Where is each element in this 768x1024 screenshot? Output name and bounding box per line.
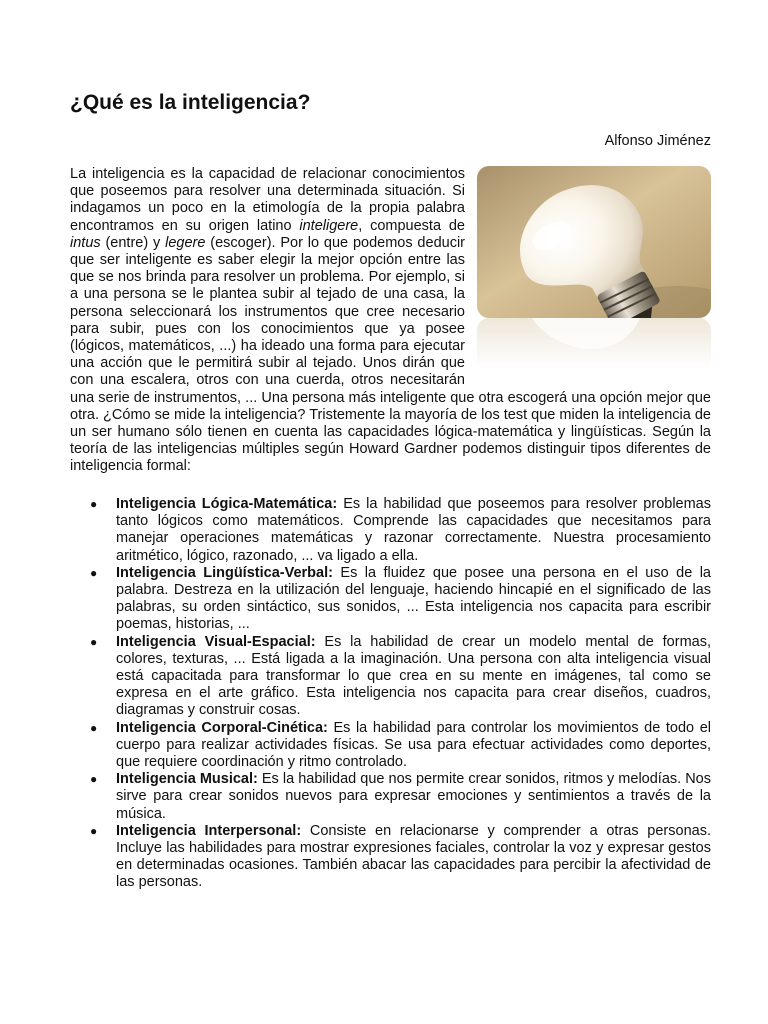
intelligence-description: Consiste en relacionarse y comprender a otras personas. Incluye las habilidades para mostrar expresiones faciales, controlar la voz y expresar gestos en determinadas ocasiones. También abacar las capacidades para percibir la afectividad de las personas. [116,822,711,891]
list-item [88,634,711,720]
list-item [88,720,711,772]
intro-text-2: , compuesta de [358,217,465,234]
intro-term-legere: legere [165,234,206,251]
intelligence-description: Es la habilidad de crear un modelo mental de formas, colores, texturas, ... Está ligada a la imaginación. Una persona con alta inteligencia visual está capacitada para transformar lo que crea en su mente en imágenes, tal como se expresa en el arte gráfico. Esta inteligencia nos capacita para crear diseños, cuadros, diagramas y construir cosas. [116,633,711,719]
intelligence-name: Inteligencia Corporal-Cinética: [116,719,328,736]
author-name: Alfonso Jiménez [604,133,711,149]
intelligence-name: Inteligencia Lingüística-Verbal: [116,564,333,581]
list-item [88,771,711,823]
bullet-icon: ● [90,497,98,511]
intelligences-list [88,496,711,892]
bullet-icon: ● [90,772,98,787]
intelligence-name: Inteligencia Visual-Espacial: [116,633,316,650]
bullet-icon: ● [90,720,98,735]
intro-term-intus: intus [70,234,101,251]
intelligence-description: Es la habilidad para controlar los movimientos de todo el cuerpo para realizar actividades físicas. Se usa para efectuar actividades como deportes, que requiere coordinación y ritmo controlado. [116,719,711,771]
bullet-icon: ● [90,565,98,580]
bullet-icon: ● [90,823,98,838]
intelligence-name: Inteligencia Interpersonal: [116,822,302,839]
list-item [88,823,711,892]
bullet-icon: ● [90,634,98,649]
intro-paragraph [70,166,711,476]
document-title: ¿Qué es la inteligencia? [70,91,311,114]
intro-term-inteligere: inteligere [299,217,359,234]
light-bulb-image [477,166,711,372]
intro-text-1: La inteligencia es la capacidad de relacionar conocimientos que poseemos para resolver una determinada situación. Si indagamos un poco en la etimología de la propia palabra encontramos en su origen latino [70,166,465,234]
intelligence-name: Inteligencia Lógica-Matemática: [116,496,338,512]
light-bulb-reflection [477,318,711,368]
intelligence-description: Es la habilidad que nos permite crear sonidos, ritmos y melodías. Nos sirve para crear sonidos nuevos para expresar emociones y sentimientos a través de la música. [116,771,711,822]
intelligence-name: Inteligencia Musical: [116,771,258,788]
intro-text-3: (entre) y [100,234,166,251]
intro-text-4: (escoger). Por lo que podemos deducir que ser inteligente es saber elegir la mejor opción entre las que se nos brinda para resolver un problema. Por ejemplo, si a una persona se le plantea subir al tejado de una casa, la persona seleccionará los instrumentos que cree necesario para subir, pues con los conocimientos que ya posee (lógicos, matemáticos, ...) ha ideado una forma para ejecutar una acción que le permitirá subir al tejado. Unos dirán que con una escalera, otros con una cuerda, otros necesitarán una serie de instrumentos, ... Una persona más inteligente que otra escogerá una opción mejor que otra. ¿Cómo se mide la inteligencia? Tristemente la mayoría de los test que miden la inteligencia de un ser humano sólo tienen en cuenta las capacidades lógica-matemática y lingüísticas. Según la teoría de las inteligencias múltiples según Howard Gardner podemos distinguir tipos diferentes de inteligencia formal: [70,234,711,475]
intelligence-description: Es la fluidez que posee una persona en el uso de la palabra. Destreza en la utilización del lenguaje, haciendo hincapié en el significado de las palabras, su orden sintáctico, sus sonidos, ... Esta inteligencia nos capacita para escribir poemas, historias, ... [116,564,711,633]
intelligence-description: Es la habilidad que poseemos para resolver problemas tanto lógicos como matemáticos. Comprende las capacidades que necesitamos para manejar operaciones matemáticas y razonar correctamente. Nuestra procesamiento aritmético, lógico, razonado, ... va ligado a ella. [116,496,711,564]
list-item [88,496,711,565]
light-bulb-icon [477,166,711,318]
list-item [88,565,711,634]
